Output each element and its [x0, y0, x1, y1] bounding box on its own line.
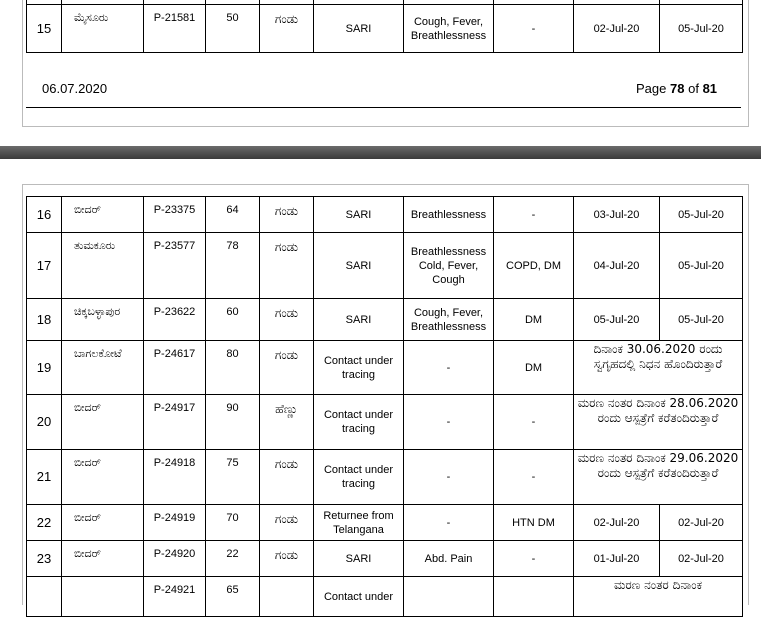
sex-cell [260, 577, 314, 617]
page-separator [0, 146, 761, 159]
death-date-cell: 05-Jul-20 [660, 5, 743, 53]
admission-date-cell: 01-Jul-20 [574, 541, 660, 577]
table-row [27, 395, 743, 450]
sl-cell: 17 [27, 233, 62, 299]
age-cell: 90 [206, 395, 260, 450]
age-cell: 60 [206, 299, 260, 341]
footer-rule [26, 107, 741, 108]
sl-cell [27, 577, 62, 617]
age-cell: 75 [206, 450, 260, 505]
sex-cell: ಗಂಡು [260, 5, 314, 53]
admission-date-cell: 02-Jul-20 [574, 5, 660, 53]
death-date-cell: 02-Jul-20 [660, 505, 743, 541]
patient-id-cell: P-24917 [144, 395, 206, 450]
district-cell: ಚಿಕ್ಕಬಳ್ಳಾಪುರ [62, 299, 144, 341]
table-row [27, 505, 743, 541]
death-date-cell: 05-Jul-20 [660, 299, 743, 341]
age-cell: 22 [206, 541, 260, 577]
source-cell: SARI [314, 233, 404, 299]
symptoms-cell [404, 577, 494, 617]
source-cell: SARI [314, 299, 404, 341]
comorbidity-cell: - [494, 5, 574, 53]
sex-cell: ಗಂಡು [260, 505, 314, 541]
comorbidity-cell: DM [494, 299, 574, 341]
source-cell: SARI [314, 197, 404, 233]
page-number: Page 78 of 81 [636, 81, 718, 96]
death-date-cell: 02-Jul-20 [660, 541, 743, 577]
symptoms-cell: Abd. Pain [404, 541, 494, 577]
comorbidity-cell: - [494, 450, 574, 505]
district-cell: ಮೈಸೂರು [62, 5, 144, 53]
sex-cell: ಗಂಡು [260, 450, 314, 505]
district-cell: ಬೀದರ್ [62, 450, 144, 505]
comorbidity-cell: - [494, 395, 574, 450]
district-cell: ತುಮಕೂರು [62, 233, 144, 299]
comorbidity-cell: COPD, DM [494, 233, 574, 299]
patient-id-cell: P-23577 [144, 233, 206, 299]
comorbidity-cell: - [494, 541, 574, 577]
age-cell: 50 [206, 5, 260, 53]
table-row [27, 450, 743, 505]
patient-id-cell: P-23622 [144, 299, 206, 341]
district-cell: ಬಾಗಲಕೋಟೆ [62, 341, 144, 395]
district-cell: ಬೀದರ್ [62, 197, 144, 233]
table-row [27, 299, 743, 341]
symptoms-cell: - [404, 505, 494, 541]
district-cell: ಬೀದರ್ [62, 395, 144, 450]
admission-date-cell: 04-Jul-20 [574, 233, 660, 299]
symptoms-cell: - [404, 395, 494, 450]
sex-cell: ಗಂಡು [260, 341, 314, 395]
age-cell: 78 [206, 233, 260, 299]
source-cell: SARI [314, 5, 404, 53]
symptoms-cell: Cough, Fever, Breathlessness [404, 5, 494, 53]
sl-cell: 18 [27, 299, 62, 341]
sl-cell: 23 [27, 541, 62, 577]
district-cell: ಬೀದರ್ [62, 541, 144, 577]
admission-date-cell: 03-Jul-20 [574, 197, 660, 233]
table-row [27, 541, 743, 577]
death-date-cell: 05-Jul-20 [660, 233, 743, 299]
sex-cell: ಗಂಡು [260, 541, 314, 577]
symptoms-cell: Breathlessness Cold, Fever, Cough [404, 233, 494, 299]
patient-id-cell: P-24921 [144, 577, 206, 617]
table-row [27, 341, 743, 395]
table-row [27, 5, 743, 53]
sex-cell: ಗಂಡು [260, 299, 314, 341]
source-cell: SARI [314, 541, 404, 577]
sex-cell: ಗಂಡು [260, 233, 314, 299]
source-cell: Contact under tracing [314, 341, 404, 395]
age-cell: 64 [206, 197, 260, 233]
admission-date-cell: 02-Jul-20 [574, 505, 660, 541]
patient-id-cell: P-24617 [144, 341, 206, 395]
patient-id-cell: P-24920 [144, 541, 206, 577]
table-row [27, 233, 743, 299]
sl-cell: 22 [27, 505, 62, 541]
patient-id-cell: P-23375 [144, 197, 206, 233]
symptoms-cell: - [404, 341, 494, 395]
age-cell: 80 [206, 341, 260, 395]
symptoms-cell: Breathlessness [404, 197, 494, 233]
source-cell: Contact under [314, 577, 404, 617]
comorbidity-cell: - [494, 197, 574, 233]
sl-cell: 20 [27, 395, 62, 450]
patient-id-cell: P-24918 [144, 450, 206, 505]
admission-date-cell: 05-Jul-20 [574, 299, 660, 341]
sex-cell: ಹೆಣ್ಣು [260, 395, 314, 450]
sl-cell: 21 [27, 450, 62, 505]
patient-id-cell: P-21581 [144, 5, 206, 53]
symptoms-cell: Cough, Fever, Breathlessness [404, 299, 494, 341]
age-cell: 70 [206, 505, 260, 541]
table-row [27, 197, 743, 233]
sex-cell: ಗಂಡು [260, 197, 314, 233]
symptoms-cell: - [404, 450, 494, 505]
source-cell: Contact under tracing [314, 450, 404, 505]
district-cell: ಬೀದರ್ [62, 505, 144, 541]
comorbidity-cell: DM [494, 341, 574, 395]
remark-cell: ಮರಣ ನಂತರ ದಿನಾಂಕ [574, 577, 743, 617]
deaths-table [26, 196, 743, 617]
death-date-cell: 05-Jul-20 [660, 197, 743, 233]
footer-date: 06.07.2020 [42, 81, 108, 96]
patient-id-cell: P-24919 [144, 505, 206, 541]
sl-cell: 15 [27, 5, 62, 53]
remark-cell: ಮರಣ ನಂತರ ದಿನಾಂಕ 29.06.2020 ರಂದು ಆಸ್ಪತ್ರೆಗೆ ಕರೆತಂದಿರುತ್ತಾರೆ [574, 450, 743, 505]
comorbidity-cell [494, 577, 574, 617]
remark-cell: ಮರಣ ನಂತರ ದಿನಾಂಕ 28.06.2020 ರಂದು ಆಸ್ಪತ್ರೆಗೆ ಕರೆತಂದಿರುತ್ತಾರೆ [574, 395, 743, 450]
remark-cell: ದಿನಾಂಕ 30.06.2020 ರಂದು ಸ್ವಗೃಹದಲ್ಲಿ ನಿಧನ ಹೊಂದಿರುತ್ತಾರೆ [574, 341, 743, 395]
top-table [26, 0, 743, 53]
source-cell: Returnee from Telangana [314, 505, 404, 541]
comorbidity-cell: HTN DM [494, 505, 574, 541]
district-cell [62, 577, 144, 617]
sl-cell: 19 [27, 341, 62, 395]
age-cell: 65 [206, 577, 260, 617]
source-cell: Contact under tracing [314, 395, 404, 450]
table-row [27, 577, 743, 617]
sl-cell: 16 [27, 197, 62, 233]
